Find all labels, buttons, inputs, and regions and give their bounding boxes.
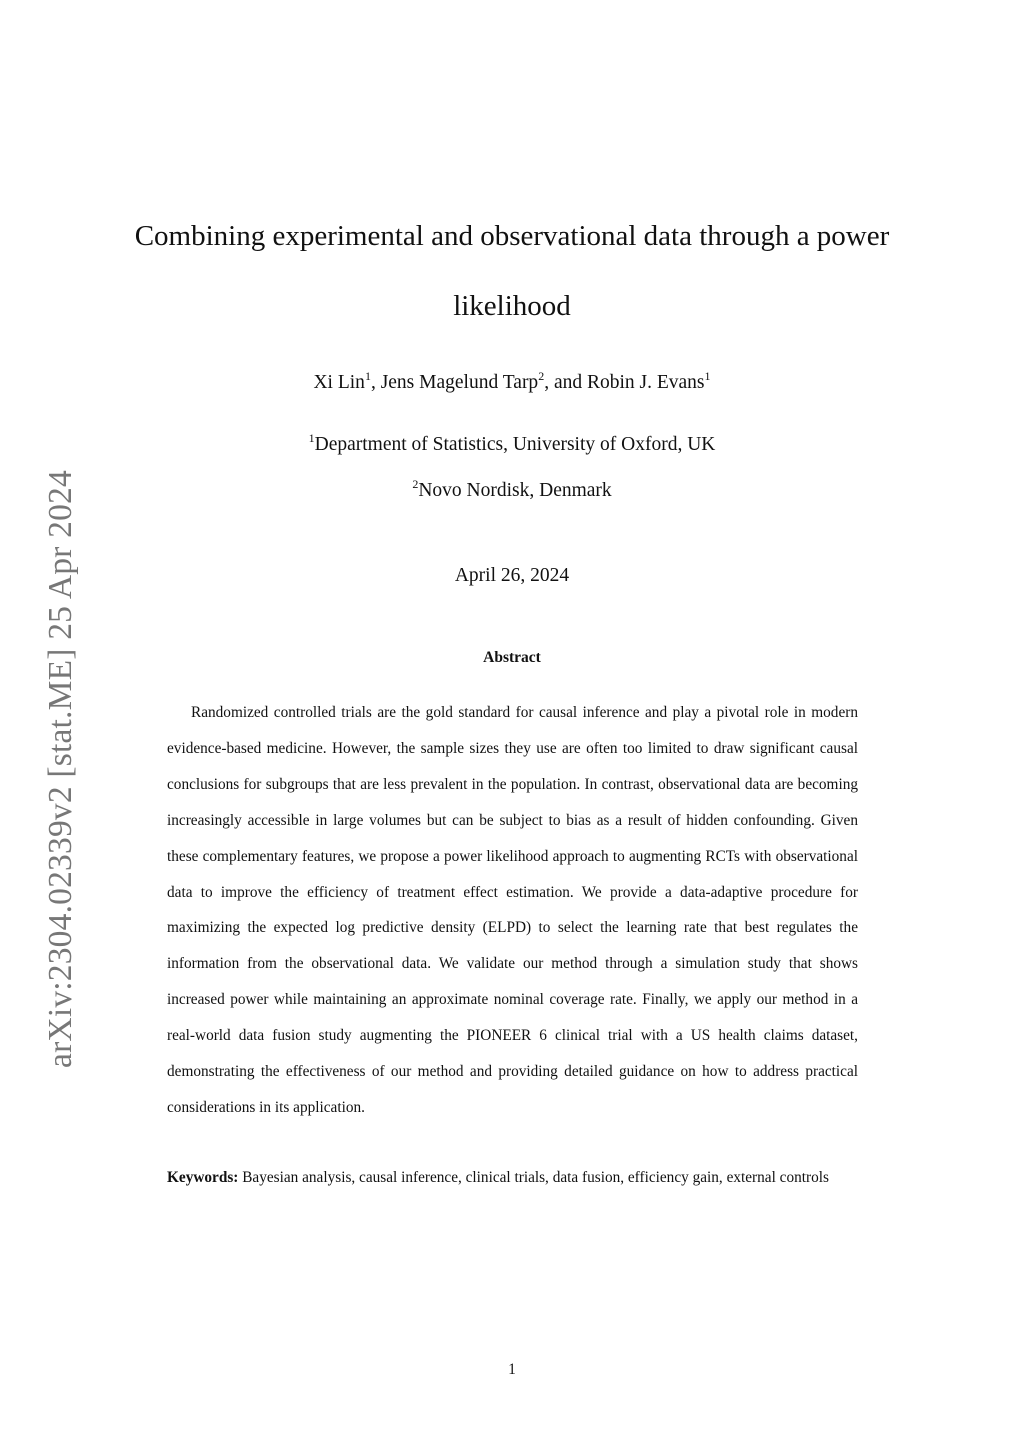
abstract-heading: Abstract bbox=[483, 649, 541, 666]
keywords-label: Keywords: bbox=[167, 1169, 239, 1186]
paper-title-line-1: Combining experimental and observational data through a power bbox=[134, 220, 890, 252]
author-separator: , and bbox=[544, 372, 587, 393]
arxiv-identifier-stamp: arXiv:2304.02339v2 [stat.ME] 25 Apr 2024 bbox=[42, 470, 79, 1068]
publication-date: April 26, 2024 bbox=[454, 565, 570, 586]
affiliation-1 bbox=[0, 431, 1024, 456]
abstract-body: Randomized controlled trials are the gold standard for causal inference and play a pivotal role in modern evidence-based medicine. However, the sample sizes they use are often too limited to draw significant causal conclusions for subgroups that are less prevalent in the population. In contrast, observational data are becoming increasingly accessible in large volumes but can be subject to bias as a result of hidden confounding. Given these complementary features, we propose a power likelihood approach to augmenting RCTs with observational data to improve the efficiency of treatment effect estimation. We provide a data-adaptive procedure for maximizing the expected log predictive density (ELPD) to select the learning rate that best regulates the information from the observational data. We validate our method through a simulation study that shows increased power while maintaining an approximate nominal coverage rate. Finally, we apply our method in a real-world data fusion study augmenting the PIONEER 6 clinical trial with a US health claims dataset, demonstrating the effectiveness of our method and providing detailed guidance on how to address practical considerations in its application. bbox=[167, 704, 858, 1116]
author-separator: , bbox=[370, 372, 381, 393]
author-name: Robin J. Evans bbox=[586, 372, 705, 393]
author-name: Xi Lin bbox=[313, 372, 365, 393]
author-affiliation-mark: 2 bbox=[538, 369, 545, 383]
affiliation-number: 2 bbox=[412, 477, 419, 491]
author-affiliation-mark: 1 bbox=[364, 369, 371, 383]
affiliation-number: 1 bbox=[308, 431, 315, 445]
affiliation-text: Novo Nordisk, Denmark bbox=[418, 480, 612, 501]
author-affiliation-mark: 1 bbox=[704, 369, 711, 383]
author-list bbox=[0, 369, 1024, 394]
keywords bbox=[167, 1160, 858, 1196]
affiliation-text: Department of Statistics, University of Oxford, UK bbox=[314, 434, 716, 455]
affiliation-2 bbox=[0, 477, 1024, 502]
keywords-text: Bayesian analysis, causal inference, clinical trials, data fusion, efficiency gain, external controls bbox=[242, 1169, 829, 1186]
page-number: 1 bbox=[508, 1361, 516, 1378]
author-name: Jens Magelund Tarp bbox=[380, 372, 539, 393]
paper-title-line-2: likelihood bbox=[453, 290, 571, 322]
